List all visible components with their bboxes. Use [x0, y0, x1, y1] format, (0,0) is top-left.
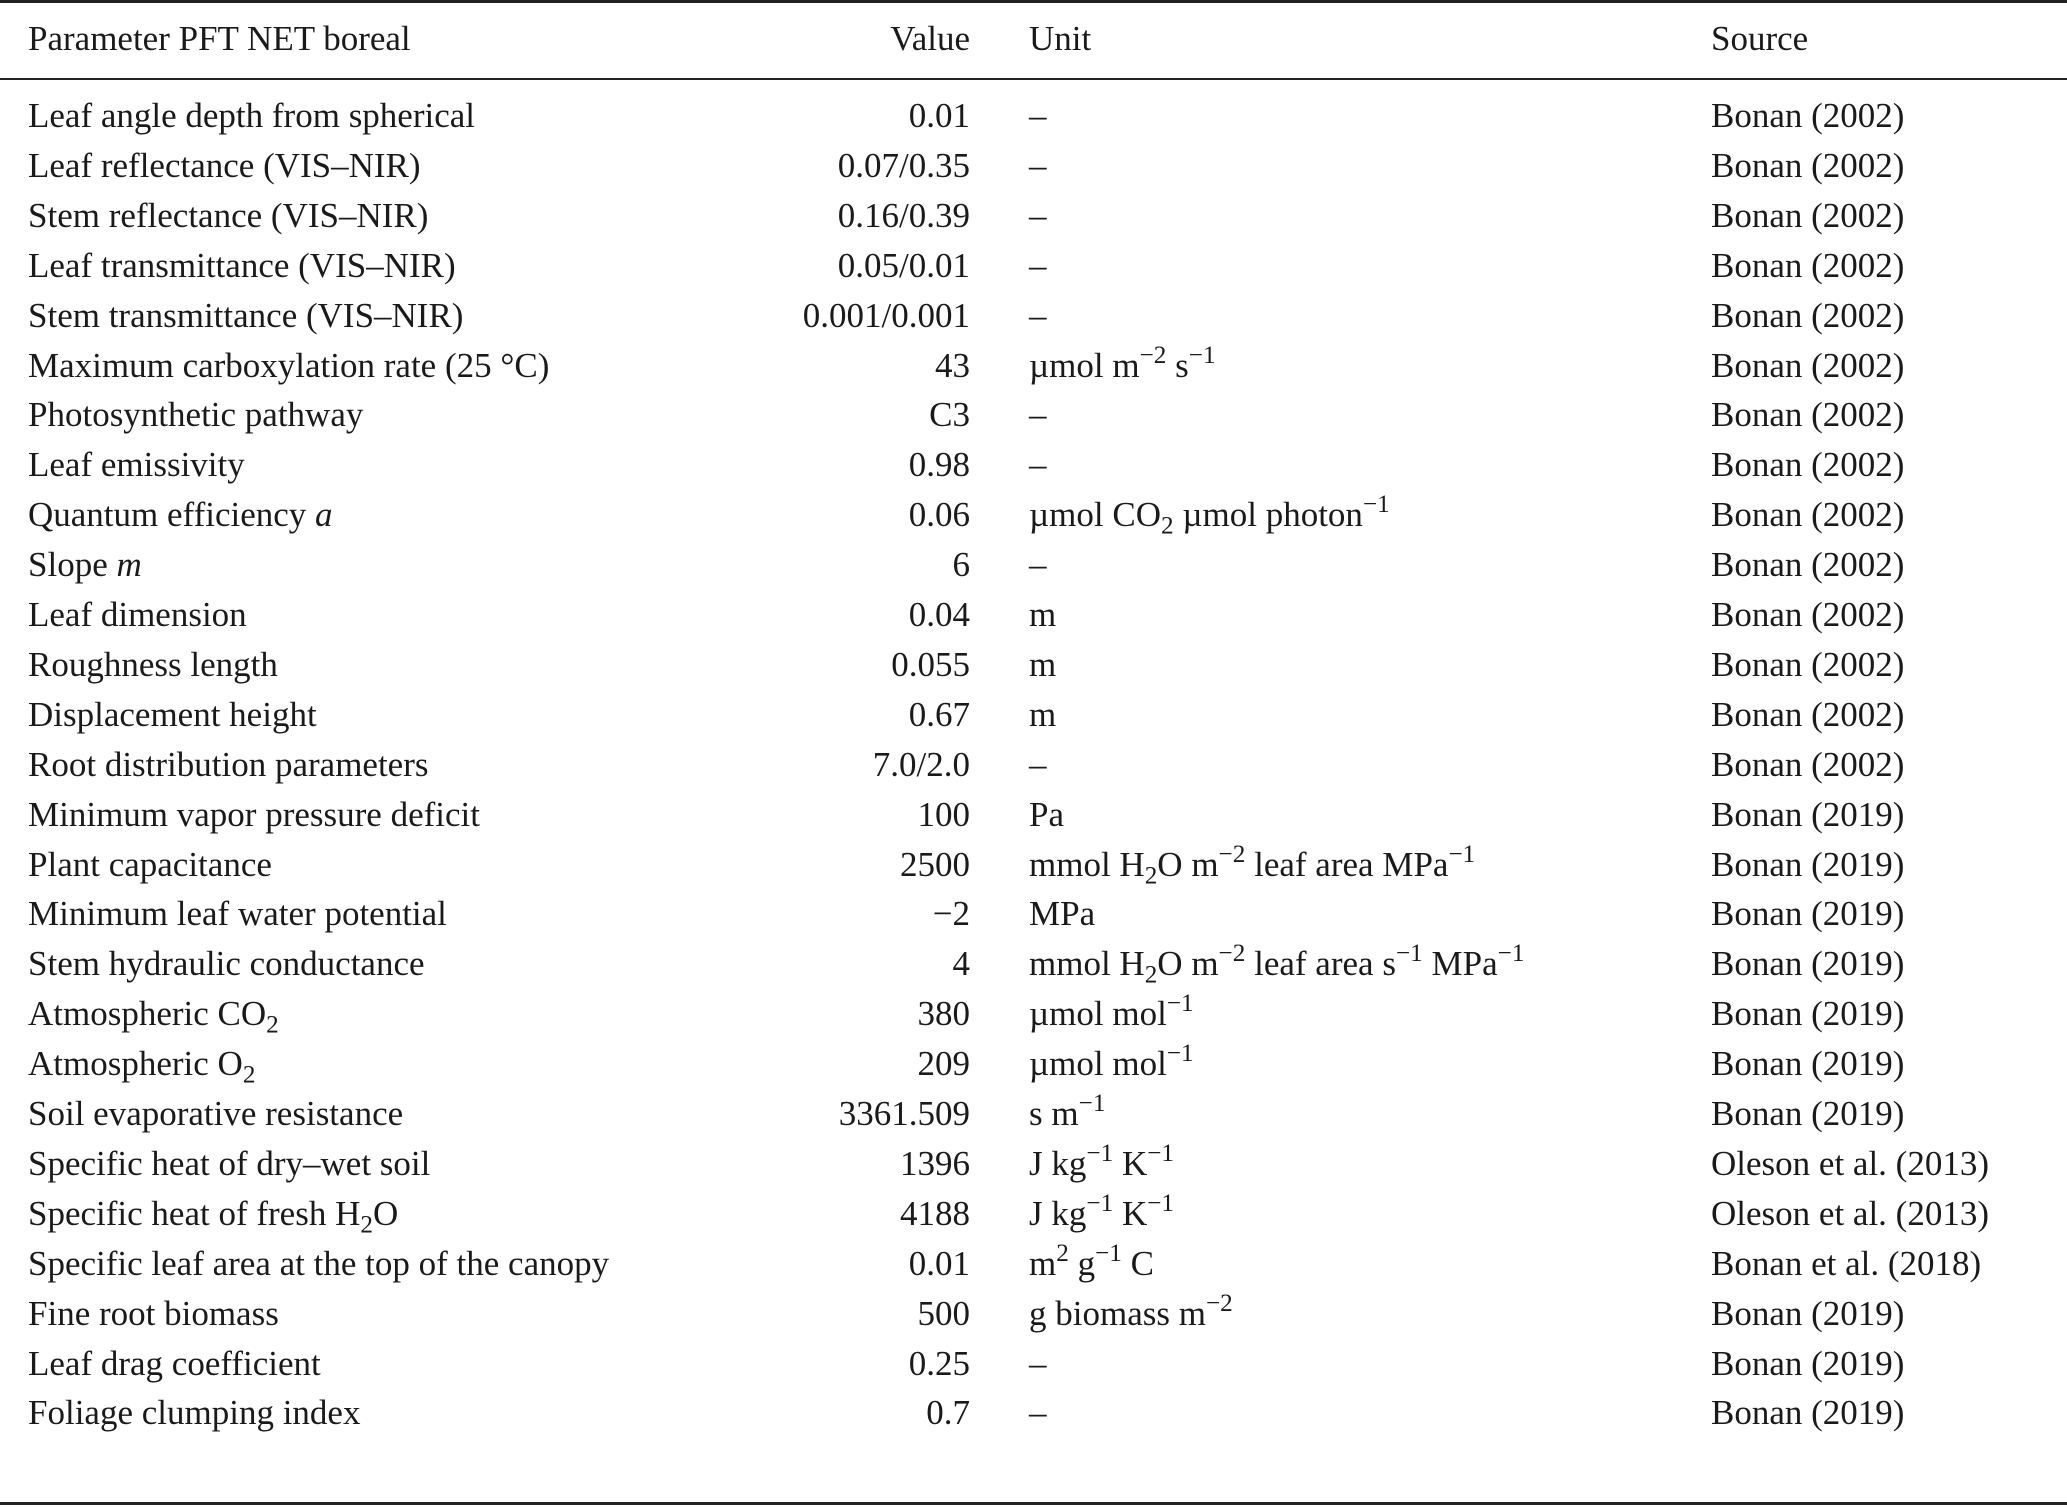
- unit-cell: [1029, 690, 1056, 740]
- table-row: [0, 1339, 2067, 1389]
- value-cell: −2: [932, 894, 970, 934]
- value-cell: 1396: [900, 1143, 970, 1183]
- parameter-cell: [28, 590, 247, 640]
- unit-cell: [1029, 1189, 1174, 1239]
- superscript: −2: [1218, 940, 1246, 968]
- superscript: −2: [1139, 341, 1167, 369]
- superscript: −1: [1147, 1189, 1175, 1217]
- text-segment: Root distribution parameters: [28, 744, 429, 784]
- source-cell: Bonan (2019): [1711, 994, 1905, 1034]
- text-segment: Quantum efficiency: [28, 495, 316, 535]
- table-row: [0, 440, 2067, 490]
- value-cell: 4: [952, 944, 970, 984]
- source-cell: Bonan (2019): [1711, 844, 1905, 884]
- source-cell: Bonan (2002): [1711, 295, 1905, 335]
- text-segment: Leaf angle depth from spherical: [28, 96, 476, 135]
- unit-cell: [1029, 540, 1047, 590]
- parameter-cell: [28, 1388, 360, 1438]
- value-cell: 209: [917, 1044, 970, 1084]
- value-cell: 0.001/0.001: [802, 295, 970, 335]
- text-segment: Roughness length: [28, 644, 278, 684]
- text-segment: Leaf drag coefficient: [28, 1343, 321, 1383]
- superscript: −1: [1095, 1239, 1122, 1267]
- superscript: −1: [1086, 1140, 1114, 1168]
- table-row: [0, 790, 2067, 840]
- unit-cell: [1029, 1039, 1194, 1089]
- text-segment: Minimum vapor pressure deficit: [28, 794, 480, 834]
- table-row: [0, 1089, 2067, 1139]
- value-cell: 0.06: [908, 495, 970, 535]
- text-segment: –: [1029, 1393, 1047, 1433]
- source-cell: Bonan (2002): [1711, 195, 1905, 235]
- value-cell: 0.25: [908, 1343, 970, 1383]
- unit-cell: [1029, 390, 1047, 440]
- source-cell: Bonan (2002): [1711, 96, 1905, 135]
- parameter-cell: [28, 241, 456, 291]
- parameter-cell: [28, 740, 428, 790]
- unit-cell: [1029, 640, 1056, 690]
- text-segment: g biomass m: [1029, 1293, 1206, 1333]
- text-segment: Specific heat of dry–wet soil: [28, 1143, 431, 1183]
- table-row: [0, 1289, 2067, 1339]
- source-cell: Bonan (2002): [1711, 644, 1905, 684]
- table-row: [0, 690, 2067, 740]
- value-cell: 0.04: [908, 595, 970, 634]
- text-segment: –: [1029, 545, 1047, 585]
- table-row: [0, 989, 2067, 1039]
- superscript: −1: [1147, 1140, 1175, 1168]
- value-cell: 0.98: [908, 445, 970, 485]
- source-cell: Bonan (2002): [1711, 245, 1905, 285]
- text-segment: mmol H: [1029, 844, 1145, 884]
- text-segment: O m: [1157, 944, 1219, 984]
- text-segment: Maximum carboxylation rate (25 °C): [28, 345, 550, 385]
- text-segment: Stem reflectance (VIS–NIR): [28, 195, 429, 235]
- superscript: −2: [1218, 840, 1246, 868]
- subscript: 2: [1144, 862, 1158, 890]
- value-cell: 0.05/0.01: [837, 245, 970, 285]
- text-segment: m: [1029, 694, 1057, 734]
- source-cell: Bonan (2002): [1711, 345, 1905, 385]
- parameter-cell: [28, 1239, 609, 1289]
- parameter-cell: [28, 141, 421, 191]
- text-segment: µmol m: [1029, 345, 1140, 385]
- superscript: −1: [1395, 940, 1423, 968]
- unit-cell: [1029, 1239, 1154, 1289]
- unit-cell: [1029, 790, 1064, 840]
- text-segment: leaf area s: [1245, 944, 1396, 984]
- source-cell: Bonan (2019): [1711, 1094, 1905, 1133]
- text-segment: –: [1029, 145, 1047, 185]
- parameter-cell: [28, 390, 363, 440]
- source-cell: Bonan (2002): [1711, 395, 1905, 435]
- text-segment: MPa: [1422, 944, 1498, 984]
- text-segment: µmol mol: [1029, 994, 1167, 1034]
- table-row: [0, 1239, 2067, 1289]
- unit-cell: [1029, 341, 1216, 391]
- text-segment: m: [1029, 595, 1057, 634]
- text-segment: –: [1029, 1343, 1047, 1383]
- text-segment: Plant capacitance: [28, 844, 272, 884]
- header-value: Value: [890, 19, 970, 58]
- source-cell: Bonan (2019): [1711, 794, 1905, 834]
- unit-cell: [1029, 1339, 1047, 1389]
- text-segment: O: [372, 1193, 399, 1233]
- text-segment: C: [1121, 1243, 1154, 1283]
- text-segment: –: [1029, 195, 1047, 235]
- text-segment: Leaf emissivity: [28, 445, 245, 485]
- text-segment: Stem hydraulic conductance: [28, 944, 425, 984]
- text-segment: –: [1029, 395, 1047, 435]
- text-segment: m: [1029, 1243, 1057, 1283]
- table-row: [0, 939, 2067, 989]
- value-cell: 380: [917, 994, 970, 1034]
- subscript: 2: [242, 1061, 256, 1089]
- unit-cell: [1029, 1089, 1105, 1139]
- table-row: [0, 740, 2067, 790]
- parameter-cell: [28, 939, 425, 989]
- unit-cell: [1029, 91, 1047, 141]
- text-segment: Slope: [28, 545, 117, 585]
- value-cell: 3361.509: [838, 1094, 970, 1133]
- text-segment: J kg: [1029, 1193, 1087, 1233]
- parameter-cell: [28, 690, 317, 740]
- unit-cell: [1029, 440, 1047, 490]
- header-source: Source: [1711, 19, 1809, 58]
- table-row: [0, 1139, 2067, 1189]
- source-cell: Bonan (2002): [1711, 445, 1905, 485]
- value-cell: 0.01: [908, 1243, 970, 1283]
- parameter-cell: [28, 1039, 255, 1089]
- table-row: [0, 1388, 2067, 1438]
- value-cell: C3: [929, 395, 970, 435]
- table-row: [0, 889, 2067, 939]
- table-row: [0, 490, 2067, 540]
- text-segment: s: [1166, 345, 1189, 385]
- italic-symbol: m: [116, 545, 142, 585]
- parameter-cell: [28, 1189, 398, 1239]
- text-segment: –: [1029, 96, 1047, 135]
- header-parameter: Parameter PFT NET boreal: [28, 19, 411, 58]
- parameter-cell: [28, 91, 475, 141]
- value-cell: 500: [917, 1293, 970, 1333]
- unit-cell: [1029, 141, 1047, 191]
- table-bottom-rule: [0, 1502, 2067, 1505]
- table-row: [0, 291, 2067, 341]
- text-segment: Minimum leaf water potential: [28, 894, 447, 934]
- unit-cell: [1029, 840, 1475, 890]
- text-segment: J kg: [1029, 1143, 1087, 1183]
- value-cell: 2500: [900, 844, 970, 884]
- text-segment: Photosynthetic pathway: [28, 395, 364, 435]
- text-segment: –: [1029, 744, 1047, 784]
- parameter-cell: [28, 1339, 321, 1389]
- parameter-cell: [28, 341, 549, 391]
- text-segment: µmol mol: [1029, 1044, 1167, 1084]
- source-cell: Oleson et al. (2013): [1711, 1143, 1989, 1183]
- text-segment: Leaf reflectance (VIS–NIR): [28, 145, 421, 185]
- text-segment: µmol photon: [1173, 495, 1363, 535]
- source-cell: Bonan (2002): [1711, 145, 1905, 185]
- superscript: −1: [1086, 1189, 1114, 1217]
- subscript: 2: [1161, 512, 1174, 540]
- superscript: −1: [1166, 1040, 1194, 1068]
- unit-cell: [1029, 590, 1056, 640]
- value-cell: 0.67: [908, 694, 970, 734]
- unit-cell: [1029, 241, 1047, 291]
- italic-symbol: a: [315, 495, 333, 535]
- superscript: −1: [1188, 341, 1216, 369]
- text-segment: Leaf dimension: [28, 595, 247, 634]
- parameter-cell: [28, 840, 272, 890]
- value-cell: 7.0/2.0: [872, 744, 970, 784]
- text-segment: Specific heat of fresh H: [28, 1193, 361, 1233]
- unit-cell: [1029, 1289, 1233, 1339]
- value-cell: 43: [935, 345, 970, 385]
- table-row: [0, 590, 2067, 640]
- parameter-cell: [28, 1289, 279, 1339]
- text-segment: µmol CO: [1029, 495, 1161, 535]
- text-segment: O m: [1157, 844, 1219, 884]
- value-cell: 0.01: [908, 96, 970, 135]
- value-cell: 0.7: [926, 1393, 970, 1433]
- source-cell: Bonan (2002): [1711, 495, 1905, 535]
- text-segment: MPa: [1029, 894, 1096, 934]
- source-cell: Bonan (2019): [1711, 1393, 1905, 1433]
- parameter-cell: [28, 191, 428, 241]
- text-segment: K: [1113, 1193, 1148, 1233]
- parameter-cell: [28, 490, 333, 540]
- parameter-cell: [28, 1089, 403, 1139]
- table-row: [0, 1039, 2067, 1089]
- table-row: [0, 141, 2067, 191]
- table-row: [0, 840, 2067, 890]
- subscript: 2: [266, 1011, 279, 1039]
- table-header-rule: [0, 78, 2067, 80]
- value-cell: 0.07/0.35: [837, 145, 970, 185]
- source-cell: Bonan (2002): [1711, 694, 1905, 734]
- text-segment: Leaf transmittance (VIS–NIR): [28, 245, 456, 285]
- unit-cell: [1029, 939, 1524, 989]
- unit-cell: [1029, 191, 1047, 241]
- superscript: −1: [1078, 1090, 1106, 1118]
- text-segment: Stem transmittance (VIS–NIR): [28, 295, 464, 335]
- parameter-cell: [28, 640, 278, 690]
- table-header-row: [0, 14, 2067, 64]
- superscript: −1: [1166, 990, 1194, 1018]
- text-segment: Specific leaf area at the top of the canopy: [28, 1243, 610, 1283]
- table-row: [0, 640, 2067, 690]
- table-row: [0, 241, 2067, 291]
- value-cell: 4188: [900, 1193, 970, 1233]
- value-cell: 100: [917, 794, 970, 834]
- text-segment: s m: [1029, 1094, 1079, 1133]
- parameter-cell: [28, 790, 480, 840]
- text-segment: –: [1029, 295, 1047, 335]
- parameter-cell: [28, 989, 279, 1039]
- parameter-cell: [28, 1139, 430, 1189]
- superscript: −1: [1448, 840, 1476, 868]
- source-cell: Bonan (2019): [1711, 944, 1905, 984]
- table-row: [0, 1189, 2067, 1239]
- text-segment: Soil evaporative resistance: [28, 1094, 404, 1133]
- unit-cell: [1029, 1139, 1174, 1189]
- text-segment: Pa: [1029, 794, 1064, 834]
- text-segment: mmol H: [1029, 944, 1145, 984]
- value-cell: 0.16/0.39: [837, 195, 970, 235]
- source-cell: Bonan (2019): [1711, 1343, 1905, 1383]
- text-segment: m: [1029, 644, 1057, 684]
- source-cell: Bonan (2019): [1711, 1293, 1905, 1333]
- subscript: 2: [1144, 961, 1158, 989]
- superscript: −1: [1497, 940, 1525, 968]
- superscript: 2: [1056, 1239, 1069, 1267]
- text-segment: Atmospheric O: [28, 1044, 243, 1084]
- unit-cell: [1029, 490, 1390, 540]
- parameter-cell: [28, 291, 463, 341]
- source-cell: Bonan (2002): [1711, 545, 1905, 585]
- text-segment: g: [1068, 1243, 1096, 1283]
- text-segment: –: [1029, 245, 1047, 285]
- source-cell: Bonan (2002): [1711, 744, 1905, 784]
- parameter-cell: [28, 889, 447, 939]
- text-segment: Atmospheric CO: [28, 994, 267, 1034]
- table-row: [0, 341, 2067, 391]
- value-cell: 6: [952, 545, 970, 585]
- unit-cell: [1029, 1388, 1047, 1438]
- text-segment: leaf area MPa: [1245, 844, 1449, 884]
- table-row: [0, 390, 2067, 440]
- text-segment: Displacement height: [28, 694, 317, 734]
- superscript: −2: [1205, 1289, 1233, 1317]
- text-segment: Fine root biomass: [28, 1293, 279, 1333]
- header-unit: Unit: [1029, 19, 1092, 58]
- source-cell: Bonan et al. (2018): [1711, 1243, 1982, 1283]
- parameter-cell: [28, 540, 142, 590]
- table-row: [0, 91, 2067, 141]
- source-cell: Oleson et al. (2013): [1711, 1193, 1989, 1233]
- text-segment: Foliage clumping index: [28, 1393, 361, 1433]
- value-cell: 0.055: [891, 644, 970, 684]
- superscript: −1: [1362, 491, 1390, 519]
- text-segment: K: [1113, 1143, 1148, 1183]
- source-cell: Bonan (2019): [1711, 894, 1905, 934]
- unit-cell: [1029, 889, 1095, 939]
- text-segment: –: [1029, 445, 1047, 485]
- subscript: 2: [360, 1211, 373, 1239]
- source-cell: Bonan (2002): [1711, 595, 1905, 634]
- unit-cell: [1029, 291, 1047, 341]
- unit-cell: [1029, 740, 1047, 790]
- source-cell: Bonan (2019): [1711, 1044, 1905, 1084]
- table-row: [0, 191, 2067, 241]
- table-row: [0, 540, 2067, 590]
- unit-cell: [1029, 989, 1194, 1039]
- table-top-rule: [0, 0, 2067, 3]
- parameter-cell: [28, 440, 245, 490]
